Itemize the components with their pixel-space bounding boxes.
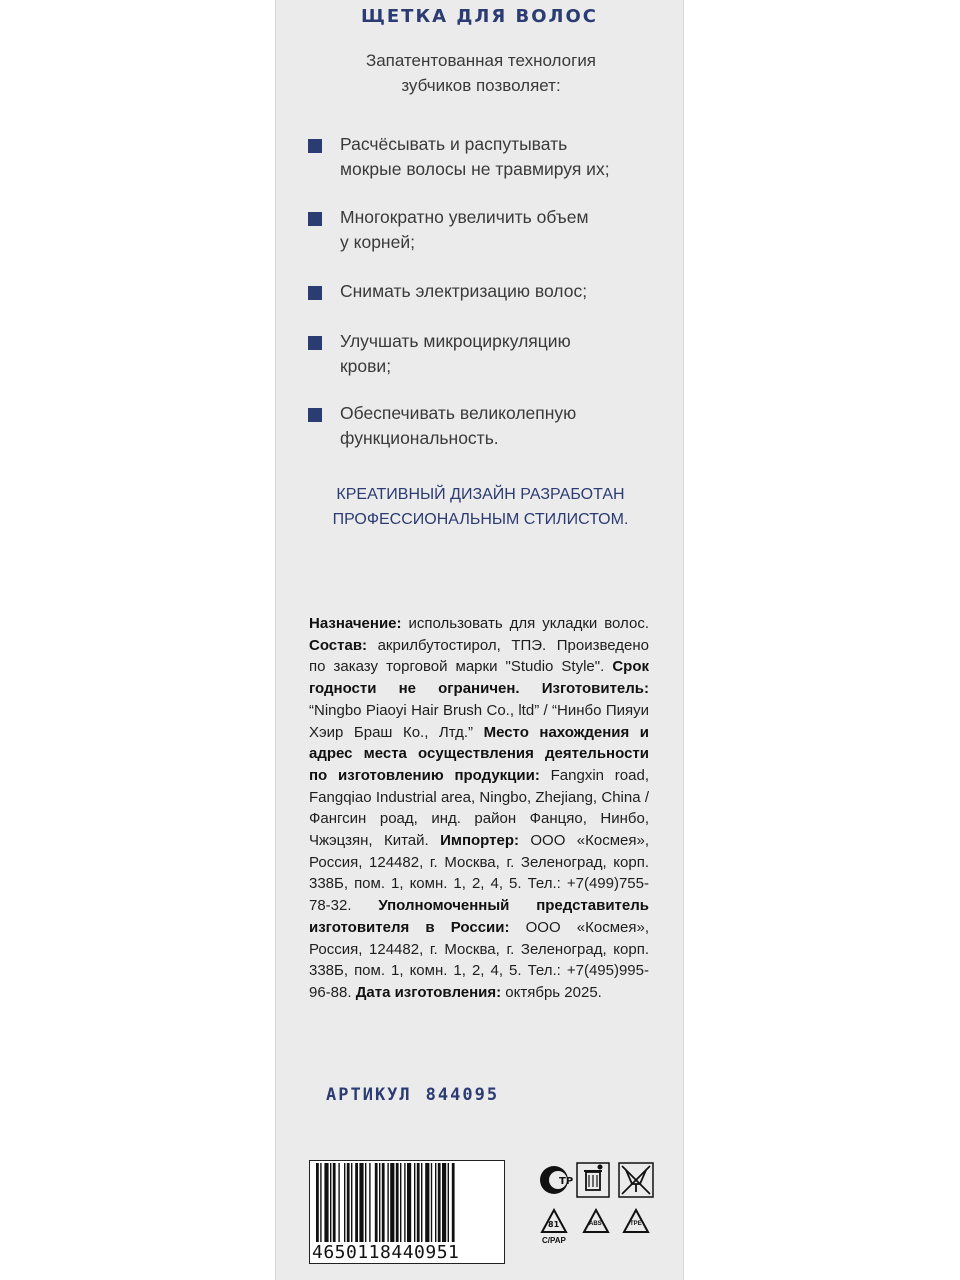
barcode-bar (387, 1163, 388, 1247)
eac-mark-text: ТР (559, 1176, 574, 1187)
bullet-square-icon (308, 212, 322, 226)
barcode-bar (324, 1163, 328, 1247)
barcode-bar (338, 1163, 339, 1247)
composition-label: Состав: (309, 636, 368, 654)
barcode-bar (344, 1163, 345, 1247)
recycle-abs-label: ABS (589, 1221, 602, 1227)
design-line: КРЕАТИВНЫЙ ДИЗАЙН РАЗРАБОТАН (336, 486, 625, 503)
recycle-c-pap-icon (538, 1208, 570, 1236)
manufacturer-label: Изготовитель: (541, 680, 650, 698)
article-number (326, 1085, 513, 1105)
article-value: 844095 (425, 1085, 500, 1105)
barcode-bar (382, 1163, 385, 1247)
barcode-bar (435, 1163, 436, 1247)
bullet-square-icon (308, 408, 322, 422)
representative-label: Уполномоченный представитель изготовителя в России: (309, 897, 649, 936)
barcode-bar (442, 1163, 446, 1247)
importer-text: ООО «Космея», Россия, 124482, г. Москва, г. Зеленоград, корп. 338Б, пом. 1, комн. 1, 2, 4, 5. Тел.: +7(499)755-78-32. (309, 832, 649, 915)
intro-text (296, 48, 666, 98)
barcode-bar (369, 1163, 370, 1247)
location-label: Место нахождения и адрес места осуществления деятельности по изготовлению продукции: (309, 723, 649, 784)
location-text: Fangxin road, Fangqiao Industrial area, Ningbo, Zhejiang, China / Фангсин роад, инд. район Фанцяо, Нинбо, Чжэцзян, Китай. (309, 766, 649, 850)
background-right (684, 0, 960, 1280)
barcode-bar (330, 1163, 331, 1247)
package-panel (275, 0, 684, 1280)
barcode-bar (316, 1163, 319, 1247)
representative-text: ООО «Космея», Россия, 124482, г. Москва, г. Зеленоград, корп. 338Б, пом. 1, комн. 1, 2, 4, 5. Тел.: +7(495)995-96-88. (309, 918, 649, 1001)
barcode-bar (351, 1163, 352, 1247)
intro-line: Запатентованная технология (365, 51, 597, 70)
product-title: ЩЕТКА ДЛЯ ВОЛОС (361, 6, 598, 27)
feature-line: Многократно увеличить объем (340, 207, 589, 227)
barcode-bar (417, 1163, 420, 1247)
product-info-block (309, 613, 649, 1004)
feature-line: Расчёсывать и распутывать (340, 134, 568, 154)
barcode-bar (396, 1163, 399, 1247)
feature-line: Снимать электризацию волос; (340, 281, 588, 301)
feature-line: Обеспечивать великолепную (340, 403, 577, 423)
barcode-bar (414, 1163, 415, 1247)
trash-bin-icon (576, 1162, 610, 1198)
barcode-bars (316, 1163, 500, 1247)
not-food-safe-icon (618, 1162, 654, 1198)
background-left (0, 0, 275, 1280)
article-label: АРТИКУЛ (326, 1085, 412, 1105)
barcode-bar (359, 1163, 363, 1247)
design-statement (286, 482, 675, 532)
barcode-bar (448, 1163, 449, 1247)
manufacturer-text: “Ningbo Piaoyi Hair Brush Co., ltd” / “Нинбо Пияуи Хэир Браш Ко., Лтд.” (309, 701, 649, 741)
barcode-bar (438, 1163, 441, 1247)
purpose-label: Назначение: (309, 615, 402, 632)
barcode-bar (333, 1163, 336, 1247)
recycle-code-text: 81 (548, 1220, 560, 1229)
barcode-bar (320, 1163, 321, 1247)
barcode-bar (375, 1163, 378, 1247)
barcode-bar (379, 1163, 380, 1247)
feature-line: Улучшать микроциркуляцию (340, 331, 571, 351)
feature-line: функциональность. (340, 428, 499, 448)
recycle-c-pap-label: C/PAP (542, 1236, 566, 1245)
barcode-number: 4650118440951 (312, 1242, 504, 1263)
design-line: ПРОФЕССИОНАЛЬНЫМ СТИЛИСТОМ. (332, 511, 629, 528)
composition-text: акрилбутостирол, ТПЭ. Произведено по заказу торговой марки "Studio Style". (309, 636, 649, 676)
barcode (309, 1160, 505, 1264)
barcode-bar (347, 1163, 350, 1247)
barcode-bar (365, 1163, 366, 1247)
eac-mark-icon (538, 1162, 574, 1198)
barcode-bar (355, 1163, 358, 1247)
importer-label: Импортер: (440, 832, 519, 850)
purpose-text: использовать для укладки волос. (401, 615, 649, 632)
manufacture-date-text: октябрь 2025. (501, 983, 602, 1001)
bullet-square-icon (308, 139, 322, 153)
recycle-tpe-label: TPE (630, 1221, 642, 1227)
barcode-bar (431, 1163, 432, 1247)
barcode-bar (421, 1163, 422, 1247)
feature-line: крови; (340, 356, 392, 376)
bullet-square-icon (308, 336, 322, 350)
intro-line: зубчиков позволяет: (401, 76, 561, 95)
barcode-bar (400, 1163, 401, 1247)
shelf-life-text: Срок годности не ограничен. (309, 658, 649, 698)
feature-line: мокрые волосы не травмируя их; (340, 159, 610, 179)
barcode-bar (425, 1163, 429, 1247)
barcode-bar (452, 1163, 455, 1247)
feature-line: у корней; (340, 232, 415, 252)
barcode-bar (407, 1163, 411, 1247)
bullet-square-icon (308, 286, 322, 300)
certification-marks (538, 1160, 668, 1250)
barcode-bar (390, 1163, 394, 1247)
barcode-bar (404, 1163, 405, 1247)
manufacture-date-label: Дата изготовления: (355, 983, 502, 1001)
